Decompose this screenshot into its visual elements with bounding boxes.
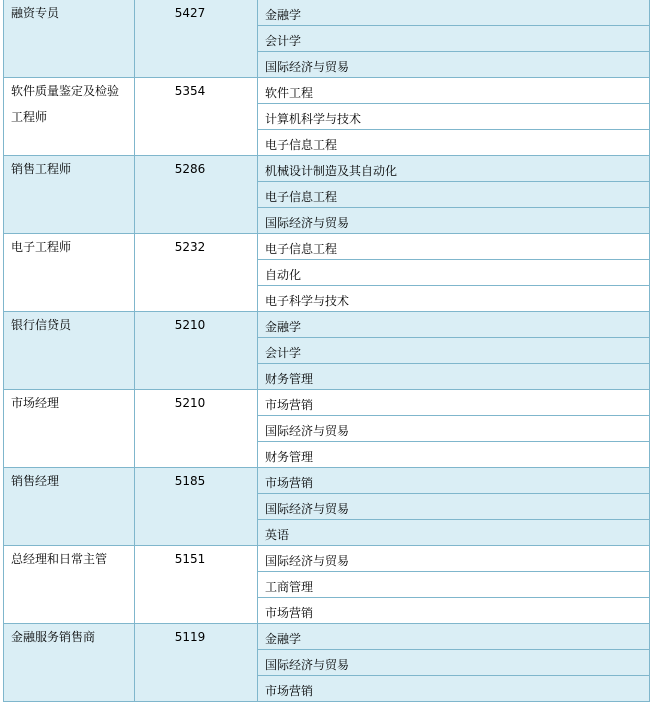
major-cell: 英语 (258, 520, 650, 546)
table-row (4, 312, 650, 338)
job-title-cell (4, 156, 135, 234)
table-row (4, 0, 650, 26)
major-cell: 机械设计制造及其自动化 (258, 156, 650, 182)
table-row (4, 468, 650, 494)
salary-cell (135, 390, 258, 468)
major-cell: 国际经济与贸易 (258, 416, 650, 442)
major-cell: 工商管理 (258, 572, 650, 598)
salary-value: 5151 (174, 552, 206, 566)
salary-value: 5427 (174, 6, 206, 20)
table-body (4, 0, 650, 702)
job-title-cell (4, 312, 135, 390)
table-row (4, 156, 650, 182)
major-cell: 市场营销 (258, 468, 650, 494)
major-cell: 金融学 (258, 624, 650, 650)
salary-value: 5354 (174, 84, 206, 98)
major-cell: 电子信息工程 (258, 130, 650, 156)
table-row (4, 234, 650, 260)
salary-cell (135, 624, 258, 702)
table-row (4, 78, 650, 104)
major-cell: 国际经济与贸易 (258, 494, 650, 520)
job-title: 销售经理 (11, 474, 60, 488)
table-row (4, 390, 650, 416)
job-title-cell (4, 468, 135, 546)
major-cell: 国际经济与贸易 (258, 546, 650, 572)
major-cell: 软件工程 (258, 78, 650, 104)
salary-cell (135, 78, 258, 156)
job-salary-table (3, 0, 650, 702)
job-title: 银行信贷员 (11, 318, 72, 332)
salary-value: 5286 (174, 162, 206, 176)
job-title-cell (4, 234, 135, 312)
major-cell: 计算机科学与技术 (258, 104, 650, 130)
job-title-cell (4, 390, 135, 468)
salary-value: 5210 (174, 396, 206, 410)
major-cell: 市场营销 (258, 598, 650, 624)
major-cell: 会计学 (258, 26, 650, 52)
major-cell: 财务管理 (258, 364, 650, 390)
salary-cell (135, 312, 258, 390)
job-title: 总经理和日常主管 (11, 552, 108, 566)
salary-value: 5119 (174, 630, 206, 644)
major-cell: 自动化 (258, 260, 650, 286)
job-title: 市场经理 (11, 396, 60, 410)
major-cell: 电子信息工程 (258, 182, 650, 208)
table-row (4, 624, 650, 650)
job-title: 销售工程师 (11, 162, 72, 176)
major-cell: 市场营销 (258, 676, 650, 702)
salary-value: 5232 (174, 240, 206, 254)
salary-cell (135, 156, 258, 234)
major-cell: 金融学 (258, 312, 650, 338)
salary-cell (135, 546, 258, 624)
job-title-cell (4, 546, 135, 624)
job-title: 融资专员 (11, 6, 60, 20)
salary-value: 5185 (174, 474, 206, 488)
job-title: 软件质量鉴定及检验工程师 (11, 84, 120, 124)
major-cell: 电子科学与技术 (258, 286, 650, 312)
major-cell: 电子信息工程 (258, 234, 650, 260)
major-cell: 国际经济与贸易 (258, 52, 650, 78)
job-title-cell (4, 624, 135, 702)
major-cell: 会计学 (258, 338, 650, 364)
job-title: 电子工程师 (11, 240, 72, 254)
major-cell: 市场营销 (258, 390, 650, 416)
job-title-cell (4, 0, 135, 78)
job-title-cell (4, 78, 135, 156)
major-cell: 国际经济与贸易 (258, 650, 650, 676)
major-cell: 财务管理 (258, 442, 650, 468)
major-cell: 国际经济与贸易 (258, 208, 650, 234)
salary-cell (135, 468, 258, 546)
major-cell: 金融学 (258, 0, 650, 26)
salary-cell (135, 0, 258, 78)
salary-cell (135, 234, 258, 312)
salary-value: 5210 (174, 318, 206, 332)
table-row (4, 546, 650, 572)
job-title: 金融服务销售商 (11, 630, 96, 644)
